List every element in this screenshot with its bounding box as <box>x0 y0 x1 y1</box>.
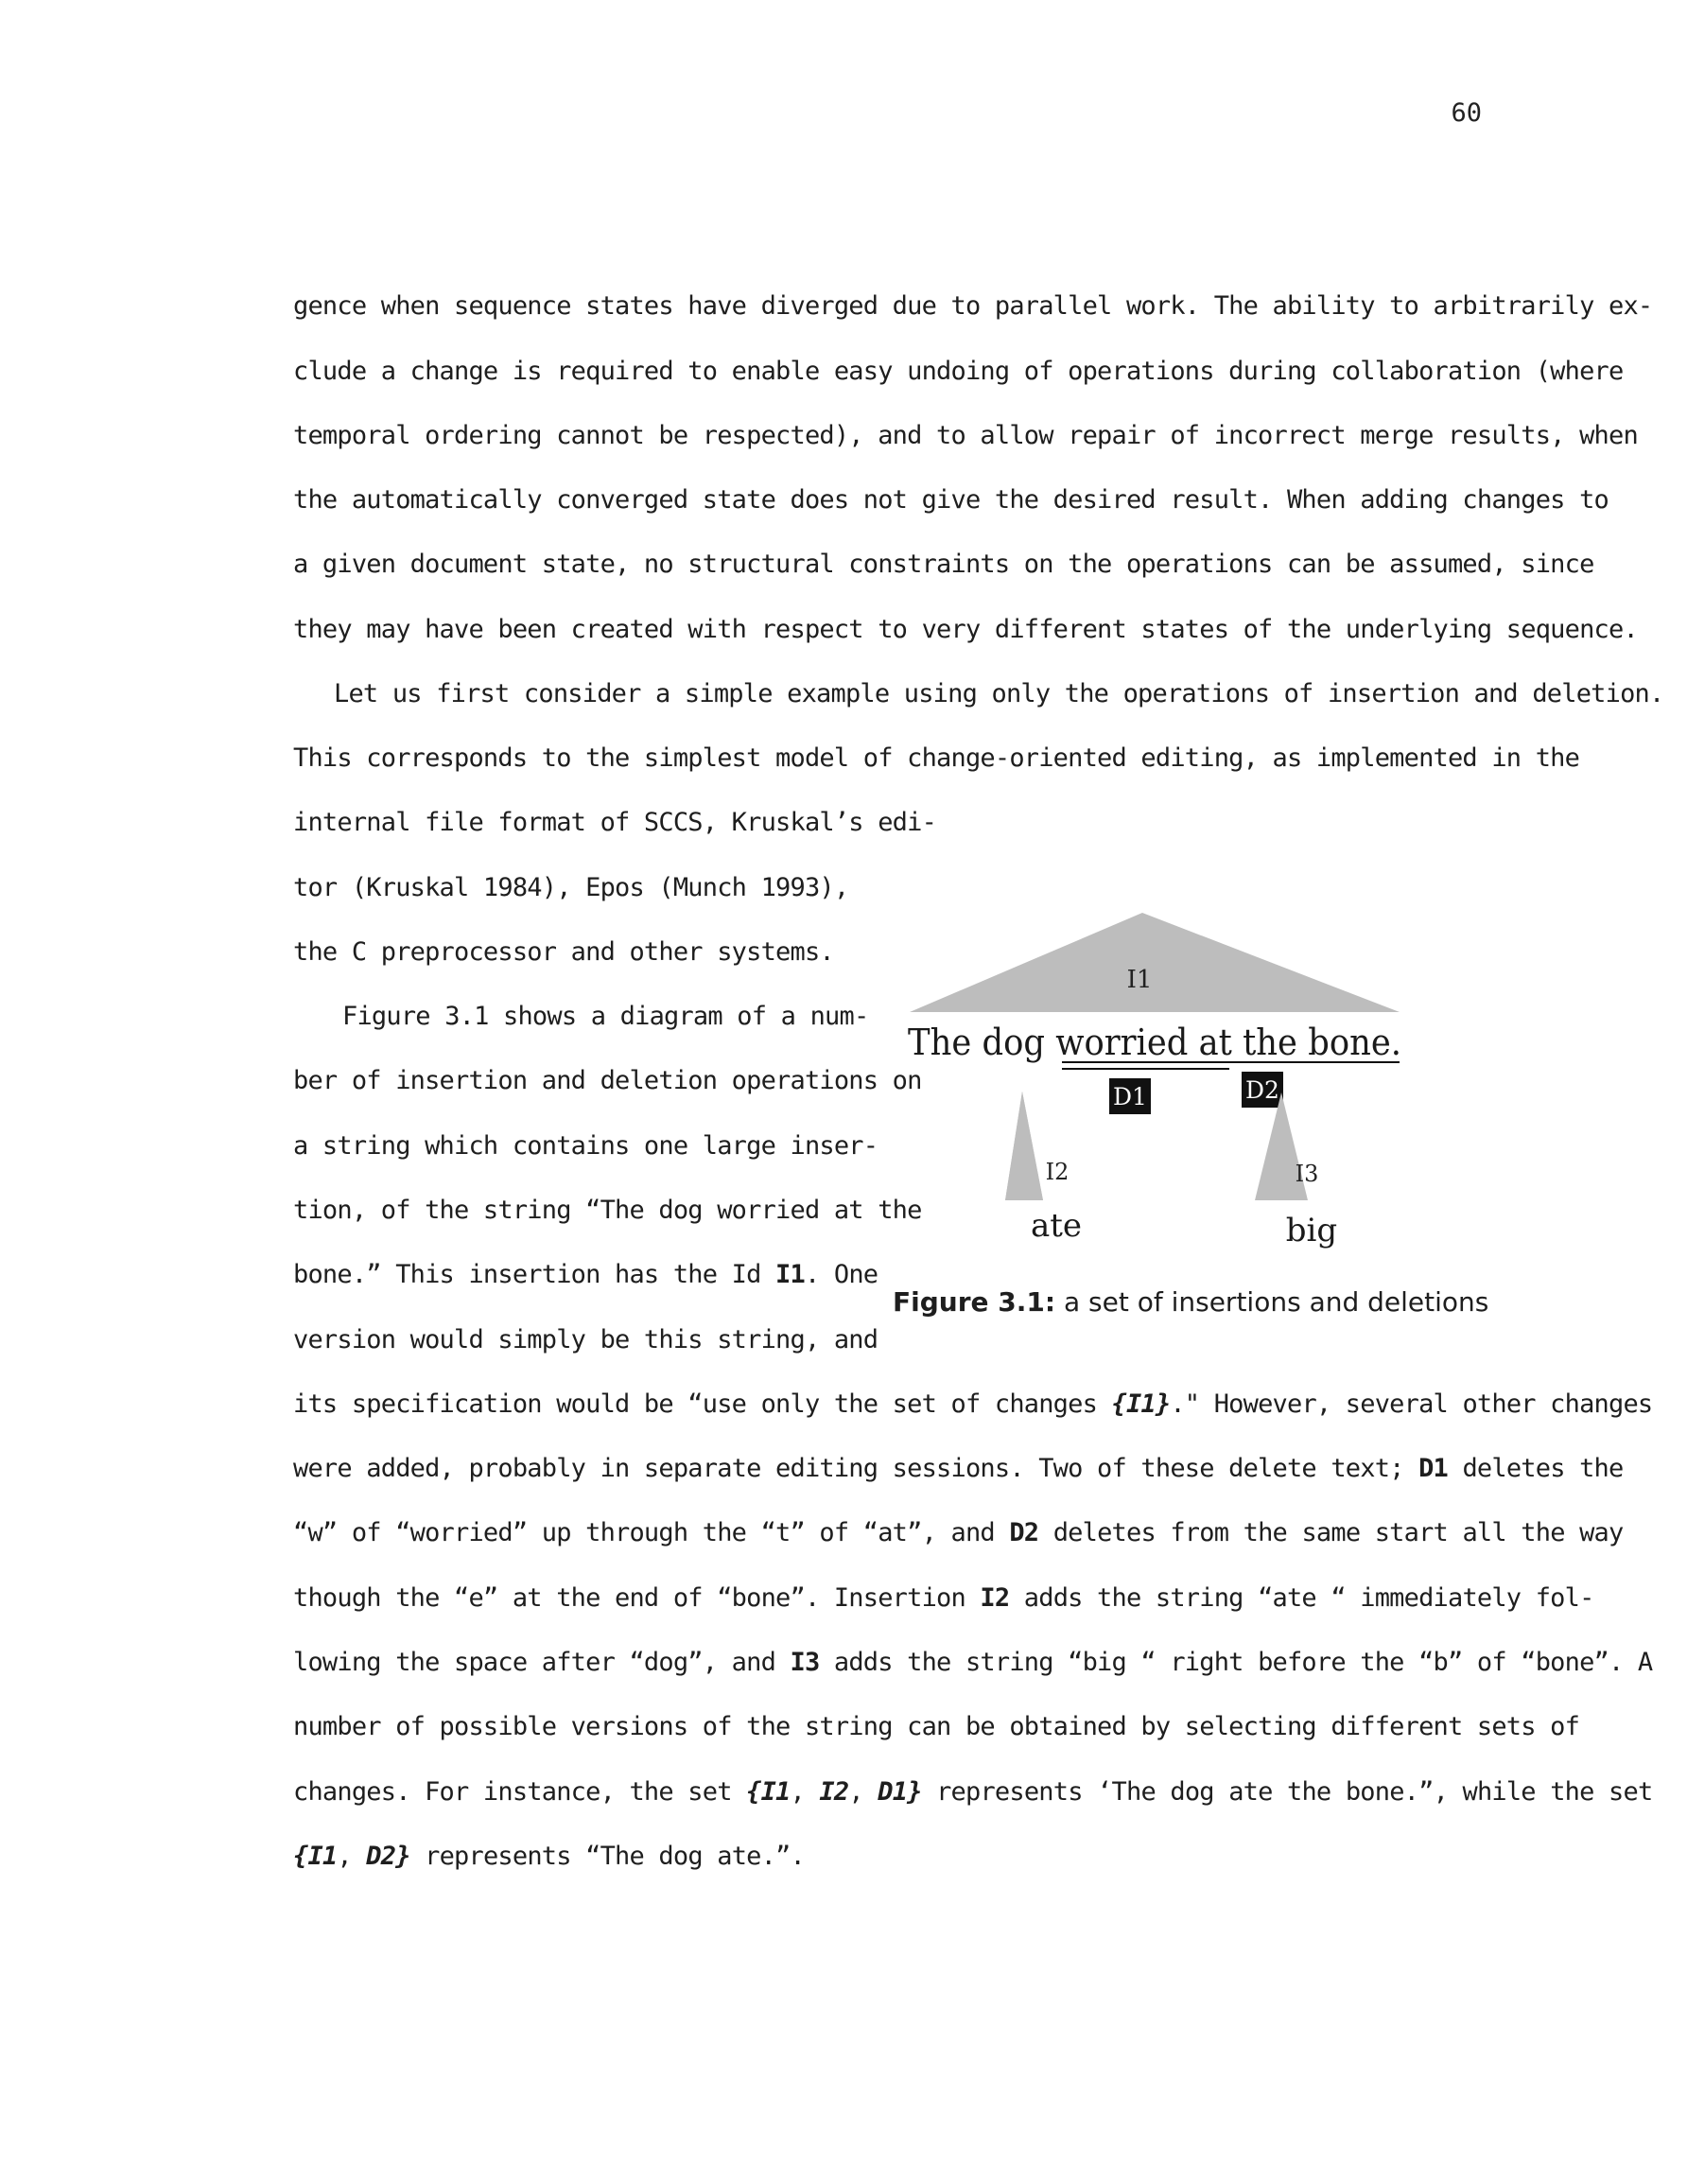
text-span: , <box>848 1777 878 1807</box>
change-set: D2} <box>366 1842 410 1871</box>
page-number: 60 <box>1451 98 1482 128</box>
paragraph2-line-5: the C preprocessor and other systems. <box>293 937 834 967</box>
text-span: though the “e” at the end of “bone”. Insertion <box>293 1583 981 1613</box>
text-span: ." However, several other changes <box>1170 1389 1653 1419</box>
text-span: its specification would be “use only the set of changes <box>293 1389 1112 1419</box>
change-set: {I1 <box>746 1777 791 1807</box>
paragraph3-line-14 <box>293 1843 805 1869</box>
paragraph1-line-4: the automatically converged state does not give the desired result. When adding changes to <box>293 485 1609 515</box>
paragraph3-line-11 <box>293 1650 1652 1675</box>
text-span: changes. For instance, the set <box>293 1777 747 1807</box>
text-span: lowing the space after “dog”, and <box>293 1648 791 1677</box>
paragraph1-line-6: they may have been created with respect to very different states of the underlying sequence. <box>293 615 1638 644</box>
paragraph3-line-10 <box>293 1585 1594 1611</box>
text-span: represents ‘The dog ate the bone.”, while the set <box>921 1777 1653 1807</box>
text-span: adds the string “big “ right before the “b” of “bone”. A <box>819 1648 1653 1677</box>
paragraph3-line-12: number of possible versions of the string can be obtained by selecting different sets of <box>293 1712 1580 1741</box>
insertion-i3-text: big <box>1285 1212 1338 1249</box>
paragraph1-line-5: a given document state, no structural constraints on the operations can be assumed, since <box>293 550 1594 579</box>
insertion-i3-label: I3 <box>1295 1161 1319 1187</box>
insertion-i1-triangle <box>910 913 1400 1012</box>
change-id-d1: D1 <box>1418 1454 1448 1483</box>
paragraph3-line-3: a string which contains one large inser- <box>293 1131 878 1161</box>
change-id-d2: D2 <box>1009 1518 1039 1547</box>
base-sentence: The dog worried at the bone. <box>908 1022 1401 1063</box>
paragraph1-line-2: clude a change is required to enable easy undoing of operations during collaboration (where <box>293 357 1624 386</box>
change-id-i2: I2 <box>980 1583 1010 1613</box>
paragraph3-line-8 <box>293 1456 1623 1481</box>
paragraph3-line-4: tion, of the string “The dog worried at the <box>293 1196 922 1225</box>
change-set: D1} <box>878 1777 922 1807</box>
change-id-i3: I3 <box>790 1648 820 1677</box>
paragraph2-line-4: tor (Kruskal 1984), Epos (Munch 1993), <box>293 873 849 902</box>
text-span: deletes the <box>1448 1454 1624 1483</box>
text-span: adds the string “ate “ immediately fol- <box>1009 1583 1594 1613</box>
change-id-i1: I1 <box>775 1260 805 1289</box>
paragraph3-line-1: Figure 3.1 shows a diagram of a num- <box>342 1002 869 1031</box>
text-span: “w” of “worried” up through the “t” of “at”, and <box>293 1518 1010 1547</box>
deletion-d1-label: D1 <box>1113 1083 1147 1110</box>
insertion-i2-shape <box>1005 1092 1043 1200</box>
paragraph3-line-13 <box>293 1779 1652 1805</box>
insertions-deletions-diagram <box>889 903 1418 1263</box>
text-span: deletes from the same start all the way <box>1038 1518 1624 1547</box>
text-span: were added, probably in separate editing sessions. Two of these delete text; <box>293 1454 1419 1483</box>
paragraph1-line-1: gence when sequence states have diverged due to parallel work. The ability to arbitrarily ex- <box>293 291 1653 321</box>
text-span: , <box>337 1842 367 1871</box>
insertion-i1-label: I1 <box>1126 966 1153 994</box>
insertion-i2-text: ate <box>1030 1207 1083 1245</box>
paragraph2-line-2: This corresponds to the simplest model of change-oriented editing, as implemented in the <box>293 743 1580 773</box>
caption-text: a set of insertions and deletions <box>1055 1286 1489 1318</box>
change-set: I2 <box>819 1777 849 1807</box>
paragraph2-line-1: Let us first consider a simple example using only the operations of insertion and deletion. <box>334 679 1664 708</box>
text-span: represents “The dog ate.”. <box>409 1842 805 1871</box>
paragraph3-line-2: ber of insertion and deletion operations on <box>293 1066 922 1095</box>
paragraph3-line-5 <box>293 1262 878 1287</box>
text-span: , <box>790 1777 820 1807</box>
text-span: . One <box>804 1260 878 1289</box>
deletion-d2-label: D2 <box>1245 1076 1279 1104</box>
text-span: bone.” This insertion has the Id <box>293 1260 776 1289</box>
change-set: {I1} <box>1111 1389 1171 1419</box>
caption-label: Figure 3.1: <box>893 1286 1056 1318</box>
paragraph3-line-6: version would simply be this string, and <box>293 1325 878 1354</box>
figure-caption <box>893 1286 1488 1318</box>
paragraph1-line-3: temporal ordering cannot be respected), and to allow repair of incorrect merge results, when <box>293 421 1638 450</box>
insertion-i2-label: I2 <box>1045 1159 1070 1185</box>
paragraph3-line-7 <box>293 1391 1652 1417</box>
paragraph2-line-3: internal file format of SCCS, Kruskal’s edi- <box>293 808 937 837</box>
paragraph3-line-9 <box>293 1520 1623 1546</box>
change-set: {I1 <box>293 1842 338 1871</box>
